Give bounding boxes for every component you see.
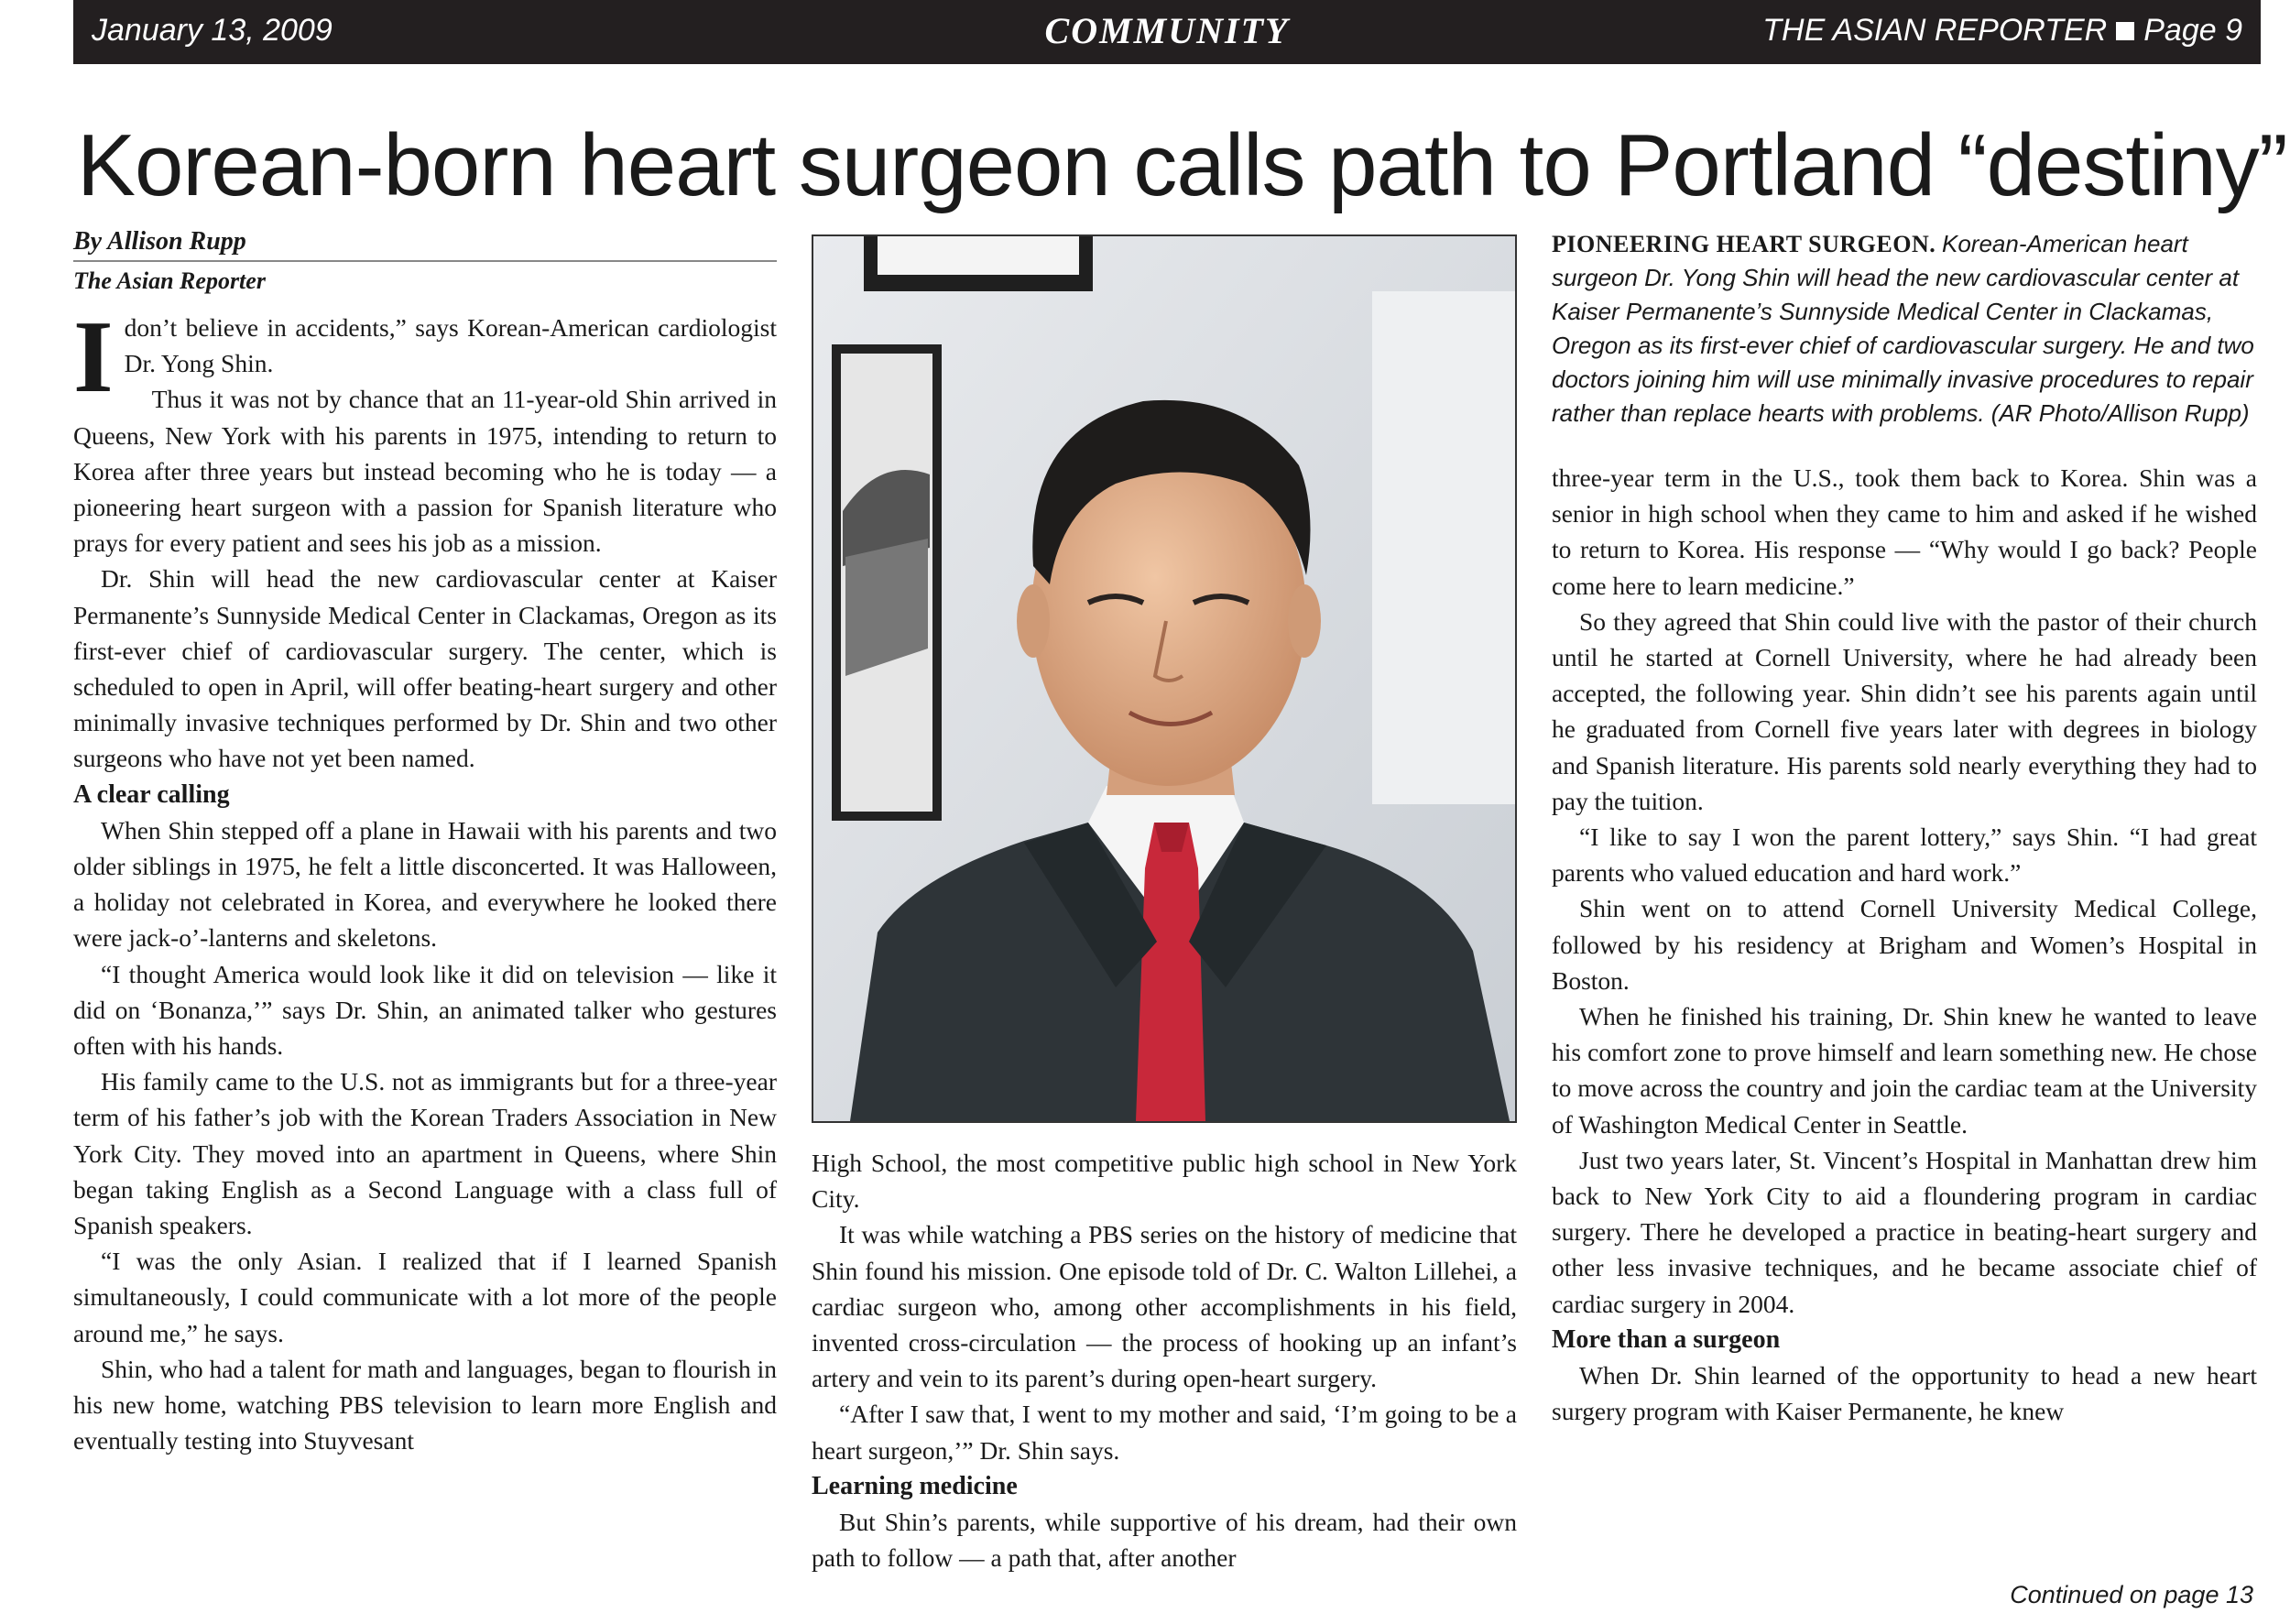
paragraph: “I was the only Asian. I realized that if I learned Spanish simultaneously, I could communicate with a lot more of the people around me,” he says. bbox=[73, 1247, 777, 1347]
article-headline: Korean-born heart surgeon calls path to Portland “destiny” bbox=[77, 116, 2287, 214]
square-bullet-icon bbox=[2116, 22, 2134, 40]
byline bbox=[73, 227, 777, 295]
section-title: COMMUNITY bbox=[1044, 10, 1290, 51]
paragraph: Shin went on to attend Cornell University Medical College, followed by his residency at Brigham and Women’s Hospital in Boston. bbox=[1552, 894, 2257, 995]
paragraph: Dr. Shin will head the new cardiovascular center at Kaiser Permanente’s Sunnyside Medical Center in Clackamas, Oregon as its first-ever chief of cardiovascular surgery. The center, which is scheduled to open in April, will offer beating-heart surgery and other minimally invasive techniques performed by Dr. Shin and two other surgeons who have not yet been named. bbox=[73, 564, 777, 773]
article-column-2 bbox=[812, 1145, 1517, 1575]
subhead: More than a surgeon bbox=[1552, 1324, 1781, 1354]
issue-date: January 13, 2009 bbox=[92, 13, 333, 48]
paragraph: When Dr. Shin learned of the opportunity to head a new heart surgery program with Kaiser Permanente, he knew bbox=[1552, 1361, 2257, 1426]
paragraph: “After I saw that, I went to my mother and said, ‘I’m going to be a heart surgeon,’” Dr. Shin says. bbox=[812, 1400, 1517, 1465]
paragraph: Just two years later, St. Vincent’s Hospital in Manhattan drew him back to New York City to aid a floundering program in cardiac surgery. There he developed a practice in beating-heart surgery and other less invasive techniques, and he became associate chief of cardiac surgery in 2004. bbox=[1552, 1145, 2257, 1318]
subhead: Learning medicine bbox=[812, 1471, 1018, 1500]
paragraph: But Shin’s parents, while supportive of his dream, had their own path to follow — a path that, after another bbox=[812, 1508, 1517, 1573]
paragraph: Thus it was not by chance that an 11-year-old Shin arrived in Queens, New York with his parents in 1975, intending to return to Korea after three years but instead becoming who he is today — a pioneering heart surgeon with a passion for Spanish literature who prays for every patient and sees his job as a mission. bbox=[73, 385, 777, 558]
paragraph: Shin, who had a talent for math and languages, began to flourish in his new home, watching PBS television to learn more English and eventually testing into Stuyvesant bbox=[73, 1354, 777, 1455]
paragraph: three-year term in the U.S., took them back to Korea. Shin was a senior in high school when they came to him and asked if he wished to return to Korea. His response — “Why would I go back? People come here to learn medicine.” bbox=[1552, 463, 2257, 600]
paragraph: “I like to say I won the parent lottery,” says Shin. “I had great parents who valued education and hard work.” bbox=[1552, 823, 2257, 888]
byline-organization: The Asian Reporter bbox=[73, 267, 266, 294]
caption-lead: PIONEERING HEART SURGEON. bbox=[1552, 231, 1936, 257]
caption-body: Korean-American heart surgeon Dr. Yong Shin will head the new cardiovascular center at Kaiser Permanente’s Sunnyside Medical Center in Clackamas, Oregon as its first-ever chief of cardiovascular surgery. He and two doctors joining him will use minimally invasive procedures to repair rather than replace hearts with problems. (AR Photo/Allison Rupp) bbox=[1552, 230, 2254, 427]
publication-name: THE ASIAN REPORTER bbox=[1762, 13, 2108, 48]
portrait-photo-icon bbox=[812, 234, 1517, 1123]
photo-caption bbox=[1552, 227, 2257, 431]
byline-author: By Allison Rupp bbox=[73, 227, 777, 262]
paragraph: When he finished his training, Dr. Shin knew he wanted to leave his comfort zone to prove himself and learn something new. He chose to move across the country and join the cardiac team at the University of Washington Medical Center in Seattle. bbox=[1552, 1002, 2257, 1139]
paragraph: “I thought America would look like it did on television — like it did on ‘Bonanza,’” says Dr. Shin, an animated talker who gestures often with his hands. bbox=[73, 959, 777, 1061]
article-column-3 bbox=[1552, 460, 2257, 1429]
drop-cap: I bbox=[73, 300, 114, 414]
article-column-1 bbox=[73, 300, 777, 1459]
continued-link[interactable]: Continued on page 13 bbox=[2010, 1581, 2253, 1608]
page-number: Page 9 bbox=[2143, 13, 2242, 48]
paragraph: When Shin stepped off a plane in Hawaii with his parents and two older siblings in 1975, he felt a little disconcerted. It was Halloween, a holiday not celebrated in Korea, and everywhere he looked there were jack-o’-lanterns and skeletons. bbox=[73, 815, 777, 953]
paragraph: So they agreed that Shin could live with the pastor of their church until he started at Cornell University, where he had already been accepted, the following year. Shin didn’t see his parents again until he graduated from Cornell five years later with degrees in biology and Spanish literature. His parents sold nearly everything they had to pay the tuition. bbox=[1552, 606, 2257, 815]
paragraph: His family came to the U.S. not as immigrants but for a three-year term of his father’s job with the Korean Traders Association in New York City. They moved into an apartment in Queens, where Shin began taking English as a Second Language with a class full of Spanish speakers. bbox=[73, 1067, 777, 1240]
paragraph: It was while watching a PBS series on the history of medicine that Shin found his mission. One episode told of Dr. C. Walton Lillehei, a cardiac surgeon who, among other accomplishments in his field, invented cross-circulation — the process of hooking up an infant’s artery and vein to its parent’s during open-heart surgery. bbox=[812, 1220, 1517, 1393]
page-header-bar bbox=[73, 0, 2261, 64]
subhead: A clear calling bbox=[73, 779, 230, 809]
publication-info bbox=[1762, 13, 2242, 49]
paragraph: Idon’t believe in accidents,” says Korean-American cardiologist Dr. Yong Shin. bbox=[73, 300, 777, 414]
paragraph: High School, the most competitive public high school in New York City. bbox=[812, 1149, 1517, 1214]
